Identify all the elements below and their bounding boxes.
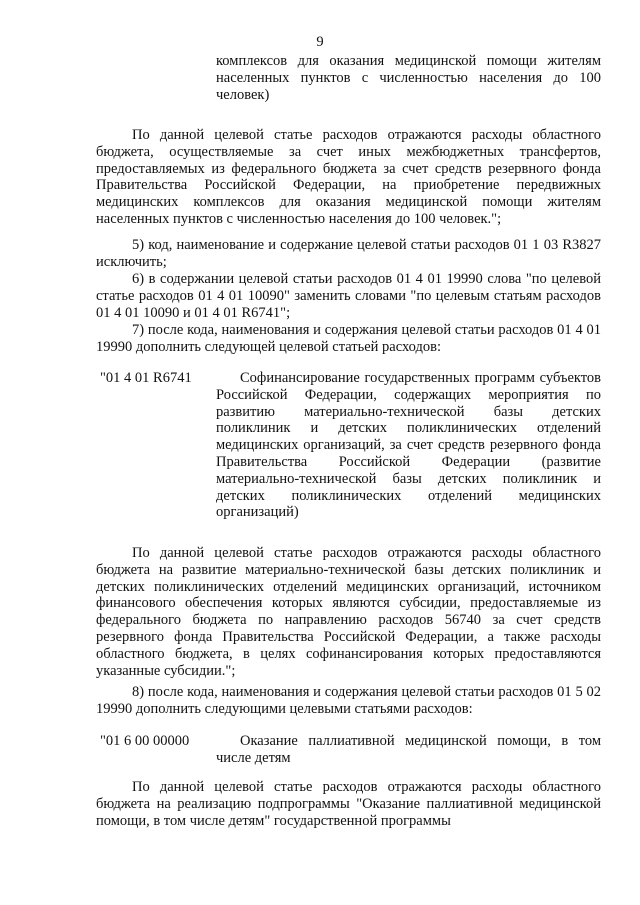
- item-8: 8) после кода, наименования и содержания целевой статьи расходов 01 5 02 19990 дополнить следующими целевыми статьями расходов:: [96, 684, 601, 717]
- entry-description-text: Софинансирование государственных программ субъектов Российской Федерации, содержащих мероприятия по развитию материально-технической базы детских поликлиник и детских поликлинических отделений медицинских организаций, за счет средств резервного фонда Правительства Российской Федерации (развитие материально-технической базы детских поликлиник и детских поликлинических отделений медицинских организаций): [216, 370, 601, 521]
- entry-description: [216, 370, 601, 521]
- page-number: 9: [316, 34, 324, 50]
- paragraph-2: По данной целевой статье расходов отражаются расходы областного бюджета на развитие материально-технической базы детских поликлиник и детских поликлинических отделений медицинских организаций, источником финансового обеспечения которых являются субсидии, предоставляемые из федерального бюджета по направлению расходов 56740 за счет средств резервного фонда Правительства Российской Федерации, а также расходы областного бюджета, в целях софинансирования которых предоставляются указанные субсидии.";: [96, 545, 601, 679]
- paragraph-1: По данной целевой статье расходов отражаются расходы областного бюджета, осуществляемые за счет иных межбюджетных трансфертов, предоставляемых из федерального бюджета за счет средств резервного фонда Правительства Российской Федерации, на приобретение передвижных медицинских комплексов для оказания медицинской помощи жителям населенных пунктов с численностью населения до 100 человек.";: [96, 127, 601, 227]
- item-5: 5) код, наименование и содержание целевой статьи расходов 01 1 03 R3827 исключить;: [96, 237, 601, 270]
- continued-description: комплексов для оказания медицинской помощи жителям населенных пунктов с численностью населения до 100 человек): [216, 53, 601, 103]
- paragraph-3: По данной целевой статье расходов отражаются расходы областного бюджета на реализацию подпрограммы "Оказание паллиативной медицинской помощи, в том числе детям" государственной программы: [96, 779, 601, 829]
- entry-description: [216, 733, 601, 767]
- entry-code: "01 4 01 R6741: [100, 370, 192, 386]
- item-6: 6) в содержании целевой статьи расходов 01 4 01 19990 слова "по целевой статье расходов 01 4 01 10090" заменить словами "по целевым статьям расходов 01 4 01 10090 и 01 4 01 R6741";: [96, 271, 601, 321]
- entry-code: "01 6 00 00000: [100, 733, 190, 749]
- entry-description-text: Оказание паллиативной медицинской помощи, в том числе детям: [216, 733, 601, 766]
- item-7: 7) после кода, наименования и содержания целевой статьи расходов 01 4 01 19990 дополнить следующей целевой статьей расходов:: [96, 322, 601, 355]
